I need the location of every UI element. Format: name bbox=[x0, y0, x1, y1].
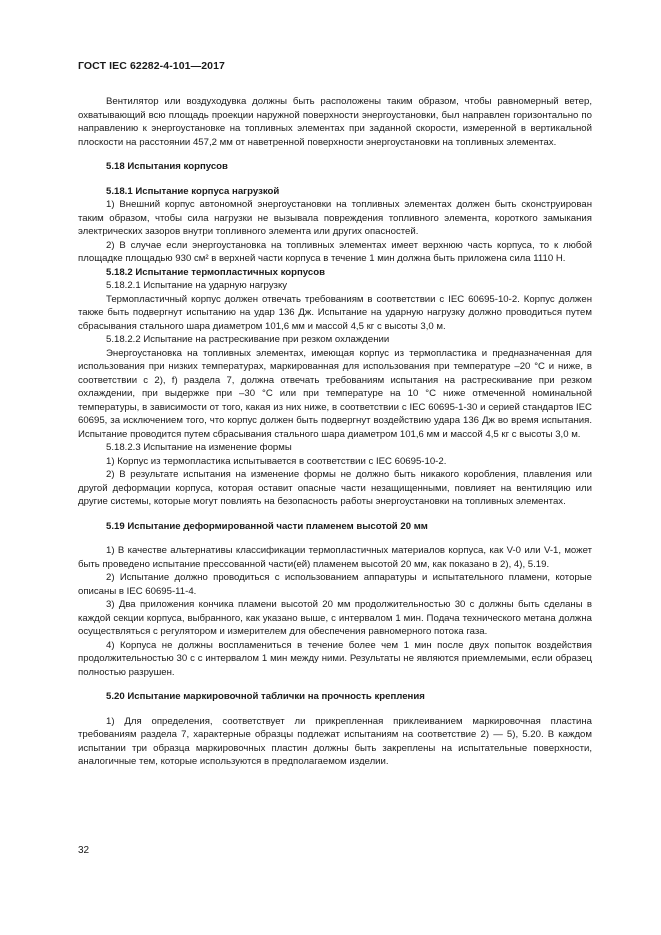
page-number: 32 bbox=[78, 845, 90, 856]
paragraph: 4) Корпуса не должны воспламениться в течение более чем 1 мин после двух попыток воздействия продолжительностью 30 с с интервалом 1 мин между ними. Результаты не являются приемлемыми, если образец полностью разрушен. bbox=[78, 639, 592, 678]
paragraph: 2) В результате испытания на изменение формы не должно быть никакого коробления, плавления или другой деформации корпуса, которая оставит опасные части незащищенными, повлияет на вентиляцию или другие системы, которые могут повлиять на безопасность работы энергоустановки на топливных элементах. bbox=[78, 469, 592, 507]
section-heading-5-18: 5.18 Испытания корпусов bbox=[106, 161, 228, 172]
paragraph: 1) Внешний корпус автономной энергоустановки на топливных элементах должен быть сконструирован таким образом, чтобы сила нагрузки не вызывала повреждения топливного элемента, короткого замыкания электрических зазоров внутри топливного элемента или других опасностей. bbox=[78, 199, 592, 237]
paragraph: 3) Два приложения кончика пламени высотой 20 мм продолжительностью 30 с должны быть сделаны в каждой секции корпуса, выбранного, как указано выше, с интервалом 1 мин. Подача технического метана должна осуществляться с регулятором и измерителем для обеспечения равномерного потока газа. bbox=[78, 599, 592, 637]
subsection-heading-5-18-1: 5.18.1 Испытание корпуса нагрузкой bbox=[106, 185, 280, 197]
standard-header: ГОСТ IEC 62282-4-101—2017 bbox=[78, 60, 225, 72]
paragraph: 1) Корпус из термопластика испытывается в соответствии с IEC 60695-10-2. bbox=[106, 455, 447, 467]
subsection-heading-5-18-2-3: 5.18.2.3 Испытание на изменение формы bbox=[106, 442, 292, 453]
paragraph: 2) Испытание должно проводиться с использованием аппаратуры и испытательного пламени, которые описаны в IEC 60695-11-4. bbox=[78, 572, 592, 597]
paragraph: Термопластичный корпус должен отвечать требованиям в соответствии с IEC 60695-10-2. Корпус должен также быть подвергнут испытанию на удар 136 Дж. Испытание на ударную нагрузку должно проводиться путем сбрасывания стального шара диаметром 101,6 мм и массой 4,5 кг с высоты 3,0 м. bbox=[78, 293, 592, 332]
paragraph: 1) Для определения, соответствует ли прикрепленная приклеиванием маркировочная пластина требованиям раздела 7, характерные образцы подлежат испытаниям на соответствие 2) — 5), 5.20. В каждом испытании три образца маркировочных пластин должны быть закреплены на испытательные поверхности, аналогичные тем, которые используются в предполагаемом изделии. bbox=[78, 715, 592, 767]
paragraph: Вентилятор или воздуходувка должны быть расположены таким образом, чтобы равномерный ветер, охватывающий всю площадь проекции наружной поверхности энергоустановки, был направлен горизонтально по направлению к энергоустановке на топливных элементах при заданной скорости, измеренной в вертикальной плоскости на расстоянии 457,2 мм от наветренной поверхности энергоустановки на топливных элементах. bbox=[78, 96, 592, 148]
document-body bbox=[78, 95, 592, 769]
subsection-heading-5-18-2: 5.18.2 Испытание термопластичных корпусов bbox=[106, 266, 325, 278]
paragraph: 1) В качестве альтернативы классификации термопластичных материалов корпуса, как V-0 или V-1, может быть проведено испытание прессованной части(ей) пламенем высотой 20 мм, как показано в 2), 4), 5.19. bbox=[78, 545, 592, 570]
section-heading-5-19: 5.19 Испытание деформированной части пламенем высотой 20 мм bbox=[106, 520, 428, 532]
paragraph: Энергоустановка на топливных элементах, имеющая корпус из термопластика и предназначенная для использования при низких температурах, маркированная для использования при температуре –20 °С и ниже, в соответствии с 2), f) раздела 7, должна отвечать требованиям испытания на растрескивание при резком охлаждении, при выдержке при –30 °С или при температуре на 10 °С ниже отмеченной номинальной температуры, в зависимости от того, какая из них ниже, в соответствии с IEC 60695-1-30 и серией стандартов IEC 60695, за исключением того, что корпус должен быть подвергнут воздействию удара 136 Дж во время испытания. Испытание проводится путем сбрасывания стального шара диаметром 101,6 мм и массой 4,5 кг с высоты 3,0 м. bbox=[78, 347, 592, 440]
section-heading-5-20: 5.20 Испытание маркировочной таблички на прочность крепления bbox=[106, 691, 425, 702]
paragraph: 2) В случае если энергоустановка на топливных элементах имеет верхнюю часть корпуса, то к любой площадке площадью 930 см² в верхней части корпуса в течение 1 мин должна быть приложена сила 1110 Н. bbox=[78, 239, 592, 264]
subsection-heading-5-18-2-2: 5.18.2.2 Испытание на растрескивание при резком охлаждении bbox=[106, 334, 390, 345]
subsection-heading-5-18-2-1: 5.18.2.1 Испытание на ударную нагрузку bbox=[106, 280, 288, 291]
